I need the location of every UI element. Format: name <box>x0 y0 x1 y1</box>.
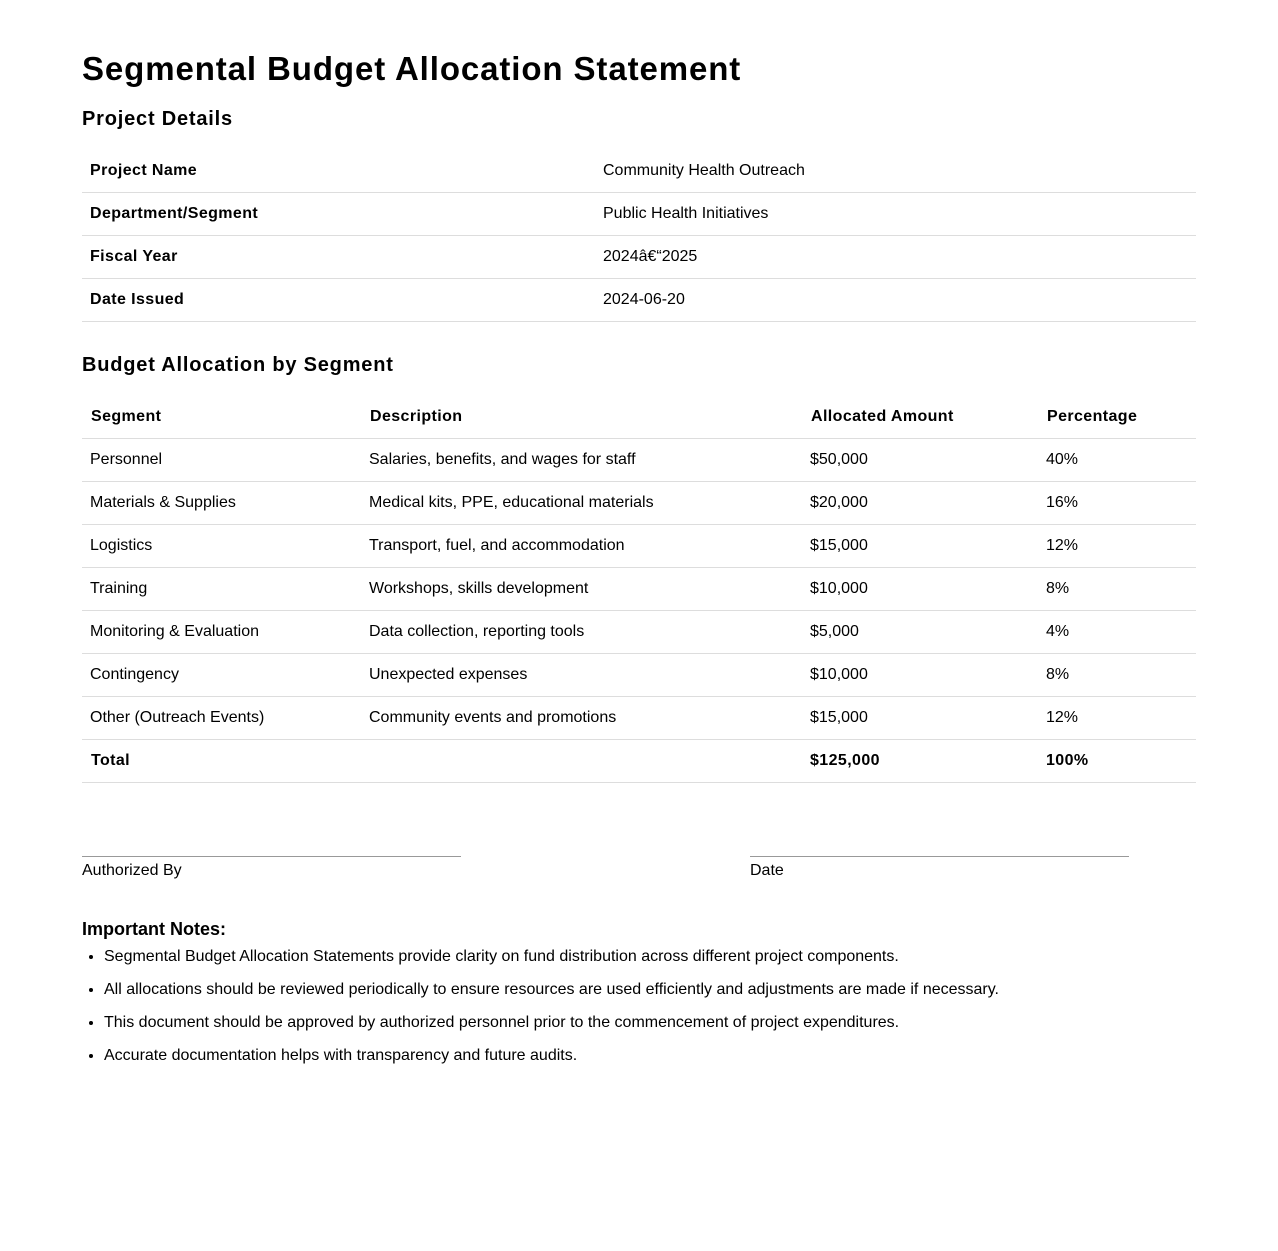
description-cell: Medical kits, PPE, educational materials <box>361 482 802 525</box>
details-label: Project Name <box>82 150 595 193</box>
percentage-cell: 8% <box>1038 568 1196 611</box>
table-row <box>82 654 1196 697</box>
percentage-cell: 40% <box>1038 439 1196 482</box>
total-description-cell <box>361 740 802 783</box>
table-row <box>82 568 1196 611</box>
segment-cell: Contingency <box>82 654 361 697</box>
column-header-description: Description <box>361 396 802 439</box>
authorized-by-label: Authorized By <box>82 862 182 879</box>
details-value: 2024â€“2025 <box>595 236 1196 279</box>
percentage-cell: 16% <box>1038 482 1196 525</box>
percentage-cell: 4% <box>1038 611 1196 654</box>
details-value: 2024-06-20 <box>595 279 1196 322</box>
authorized-by-signature-line <box>82 856 461 880</box>
description-cell: Community events and promotions <box>361 697 802 740</box>
list-item: • Accurate documentation helps with transparency and future audits. <box>104 1046 1196 1066</box>
amount-cell: $15,000 <box>802 697 1038 740</box>
page-title: Segmental Budget Allocation Statement <box>82 50 742 87</box>
amount-cell: $10,000 <box>802 654 1038 697</box>
amount-cell: $5,000 <box>802 611 1038 654</box>
important-notes <box>82 919 1196 1079</box>
table-row <box>82 439 1196 482</box>
percentage-cell: 12% <box>1038 697 1196 740</box>
amount-cell: $15,000 <box>802 525 1038 568</box>
date-signature-line <box>750 856 1129 880</box>
total-row <box>82 740 1196 783</box>
notes-heading: Important Notes: <box>82 919 226 939</box>
details-value: Public Health Initiatives <box>595 193 1196 236</box>
details-label: Department/Segment <box>82 193 595 236</box>
amount-cell: $20,000 <box>802 482 1038 525</box>
amount-cell: $50,000 <box>802 439 1038 482</box>
description-cell: Transport, fuel, and accommodation <box>361 525 802 568</box>
segment-cell: Monitoring & Evaluation <box>82 611 361 654</box>
notes-list <box>82 947 1196 1066</box>
description-cell: Workshops, skills development <box>361 568 802 611</box>
description-cell: Unexpected expenses <box>361 654 802 697</box>
details-label: Fiscal Year <box>82 236 595 279</box>
table-row <box>82 697 1196 740</box>
column-header-amount: Allocated Amount <box>802 396 1038 439</box>
segment-cell: Materials & Supplies <box>82 482 361 525</box>
project-details-table <box>82 150 1196 322</box>
details-label: Date Issued <box>82 279 595 322</box>
table-row <box>82 482 1196 525</box>
segment-cell: Other (Outreach Events) <box>82 697 361 740</box>
total-amount: $125,000 <box>802 740 1038 783</box>
allocation-table <box>82 396 1196 783</box>
percentage-cell: 8% <box>1038 654 1196 697</box>
details-row-fiscal-year <box>82 236 1196 279</box>
amount-cell: $10,000 <box>802 568 1038 611</box>
details-row-department <box>82 193 1196 236</box>
description-cell: Salaries, benefits, and wages for staff <box>361 439 802 482</box>
list-item: • All allocations should be reviewed periodically to ensure resources are used efficiently and adjustments are made if necessary. <box>104 980 1196 1000</box>
segment-cell: Personnel <box>82 439 361 482</box>
date-label: Date <box>750 862 784 879</box>
segment-cell: Logistics <box>82 525 361 568</box>
details-row-date-issued <box>82 279 1196 322</box>
project-details-heading: Project Details <box>82 108 233 130</box>
percentage-cell: 12% <box>1038 525 1196 568</box>
allocation-heading: Budget Allocation by Segment <box>82 354 394 376</box>
total-label: Total <box>82 740 361 783</box>
table-row <box>82 525 1196 568</box>
list-item: • This document should be approved by authorized personnel prior to the commencement of project expenditures. <box>104 1013 1196 1033</box>
total-percentage: 100% <box>1038 740 1196 783</box>
column-header-segment: Segment <box>82 396 361 439</box>
segment-cell: Training <box>82 568 361 611</box>
table-row <box>82 611 1196 654</box>
description-cell: Data collection, reporting tools <box>361 611 802 654</box>
list-item: • Segmental Budget Allocation Statements provide clarity on fund distribution across different project components. <box>104 947 1196 967</box>
details-row-project-name <box>82 150 1196 193</box>
column-header-percentage: Percentage <box>1038 396 1196 439</box>
details-value: Community Health Outreach <box>595 150 1196 193</box>
allocation-header-row <box>82 396 1196 439</box>
